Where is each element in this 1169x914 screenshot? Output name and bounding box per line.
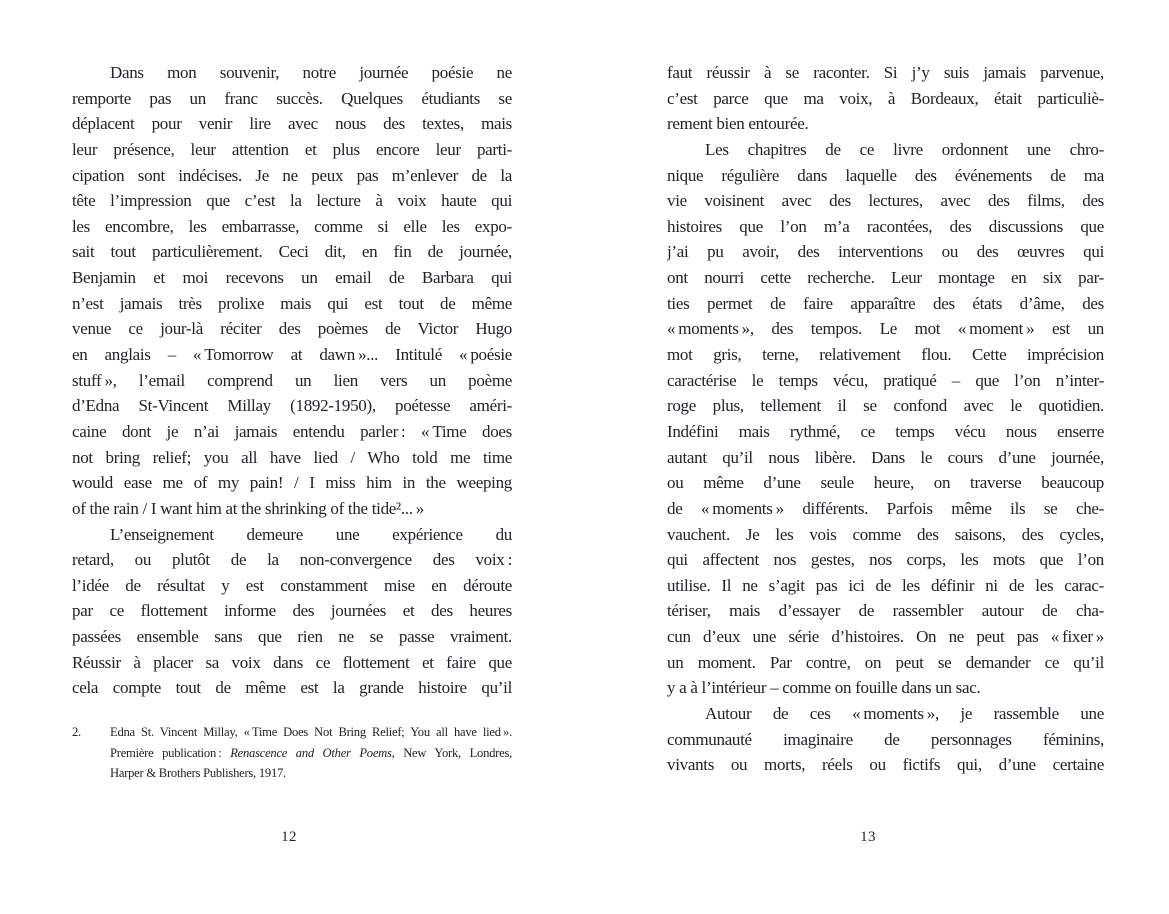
text-line: venue ce jour-là réciter des poèmes de Victor Hugo	[72, 319, 512, 339]
text-line: autant qu’il nous libère. Dans le cours d’une journée,	[667, 447, 1104, 467]
text-line: passées ensemble sans que rien ne se passe vraiment.	[72, 627, 512, 647]
text-line: n’est jamais très prolixe mais qui est tout de même	[72, 293, 512, 313]
text-line: L’enseignement demeure une expérience du	[110, 524, 512, 544]
text-line: not bring relief; you all have lied / Who told me time	[72, 447, 512, 467]
left-page-text	[72, 60, 512, 701]
text-line: Réussir à placer sa voix dans ce flottement et faire que	[72, 652, 512, 672]
text-line: y a à l’intérieur – comme on fouille dans un sac.	[667, 678, 981, 698]
page-number-right: 13	[860, 829, 876, 845]
text-line: « moments », des tempos. Le mot « moment » est un	[667, 319, 1104, 339]
text-line: utilise. Il ne s’agit pas ici de les définir ni de les carac-	[667, 575, 1104, 595]
text-line: nique régulière dans laquelle des événements de ma	[667, 165, 1104, 185]
text-line: retard, ou plutôt de la non-convergence des voix :	[72, 550, 512, 570]
text-line: Benjamin et moi recevons un email de Barbara qui	[72, 268, 512, 288]
text-line: vie voisinent avec des lectures, avec des films, des	[667, 191, 1104, 211]
text-line: stuff », l’email comprend un lien vers un poème	[72, 370, 512, 390]
footnote-text	[110, 722, 512, 784]
text-line: cipation sont indécises. Je ne peux pas m’enlever de la	[72, 165, 512, 185]
text-line: par ce flottement informe des journées et des heures	[72, 601, 512, 621]
text-line: Dans mon souvenir, notre journée poésie ne	[110, 63, 512, 82]
text-line: faut réussir à se raconter. Si j’y suis jamais parvenue,	[667, 63, 1104, 82]
text-line: cela compte tout de même est la grande histoire qu’il	[72, 678, 512, 698]
text-line: mot gris, terne, relativement flou. Cette imprécision	[667, 345, 1104, 365]
text-line: roge plus, tellement il se confond avec le quotidien.	[667, 396, 1104, 416]
text-line: tériser, mais d’essayer de rassembler autour de cha-	[667, 601, 1104, 621]
text-line: en anglais – « Tomorrow at dawn »... Intitulé « poésie	[72, 345, 512, 365]
text-line: ou même d’une seule heure, on traverse beaucoup	[667, 473, 1104, 493]
text-line: communauté imaginaire de personnages féminins,	[667, 729, 1104, 749]
right-page-text	[667, 60, 1104, 778]
page-number-left: 12	[281, 829, 297, 845]
text-line: histoires que l’on m’a racontées, des discussions que	[667, 216, 1104, 236]
text-line: d’Edna St-Vincent Millay (1892-1950), poétesse améri-	[72, 396, 512, 416]
text-line: ties permet de faire apparaître des états d’âme, des	[667, 293, 1104, 313]
text-line: tête l’impression que c’est la lecture à voix haute qui	[72, 191, 512, 211]
text-line: Autour de ces « moments », je rassemble une	[705, 704, 1104, 724]
footnote	[72, 722, 512, 784]
text-line: les encombre, les embarrasse, comme si elle les expo-	[72, 216, 512, 236]
text-line: déplacent pour venir lire avec nous des textes, mais	[72, 114, 512, 134]
text-line: vivants ou morts, réels ou fictifs qui, d’une certaine	[667, 755, 1104, 775]
text-line: un moment. Par contre, on peut se demander ce qu’il	[667, 652, 1104, 672]
text-line: rement bien entourée.	[667, 114, 809, 134]
text-line: Première publication : Renascence and Other Poems, New York, Londres,	[110, 745, 512, 760]
text-line: would ease me of my pain! / I miss him in the weeping	[72, 473, 512, 493]
text-line: of the rain / I want him at the shrinking of the tide²... »	[72, 498, 424, 518]
text-line: Harper & Brothers Publishers, 1917.	[110, 766, 286, 781]
text-line: vauchent. Je les vois comme des saisons, des cycles,	[667, 524, 1104, 544]
text-line: remporte pas un franc succès. Quelques étudiants se	[72, 88, 512, 108]
text-line: Edna St. Vincent Millay, « Time Does Not Bring Relief; You all have lied ».	[110, 725, 512, 739]
text-line: l’idée de résultat y est constamment mise en déroute	[72, 575, 512, 595]
text-line: j’ai pu avoir, des interventions ou des œuvres qui	[667, 242, 1104, 262]
text-line: ont nourri cette recherche. Leur montage en six par-	[667, 268, 1104, 288]
text-line: c’est parce que ma voix, à Bordeaux, était particuliè-	[667, 88, 1104, 108]
text-line: leur présence, leur attention et plus encore leur parti-	[72, 139, 512, 159]
text-line: Les chapitres de ce livre ordonnent une chro-	[705, 139, 1104, 159]
text-line: Indéfini mais rythmé, ce temps vécu nous enserre	[667, 421, 1104, 441]
text-line: caine dont je n’ai jamais entendu parler : « Time does	[72, 421, 512, 441]
text-line: cun d’eux une série d’histoires. On ne peut pas « fixer »	[667, 627, 1104, 647]
footnote-marker: 2.	[72, 725, 81, 739]
text-line: sait tout particulièrement. Ceci dit, en fin de journée,	[72, 242, 512, 262]
text-line: caractérise le temps vécu, pratiqué – que l’on n’inter-	[667, 370, 1104, 390]
text-line: de « moments » différents. Parfois même ils se che-	[667, 498, 1104, 518]
text-line: qui affectent nos gestes, nos corps, les mots que l’on	[667, 550, 1104, 570]
